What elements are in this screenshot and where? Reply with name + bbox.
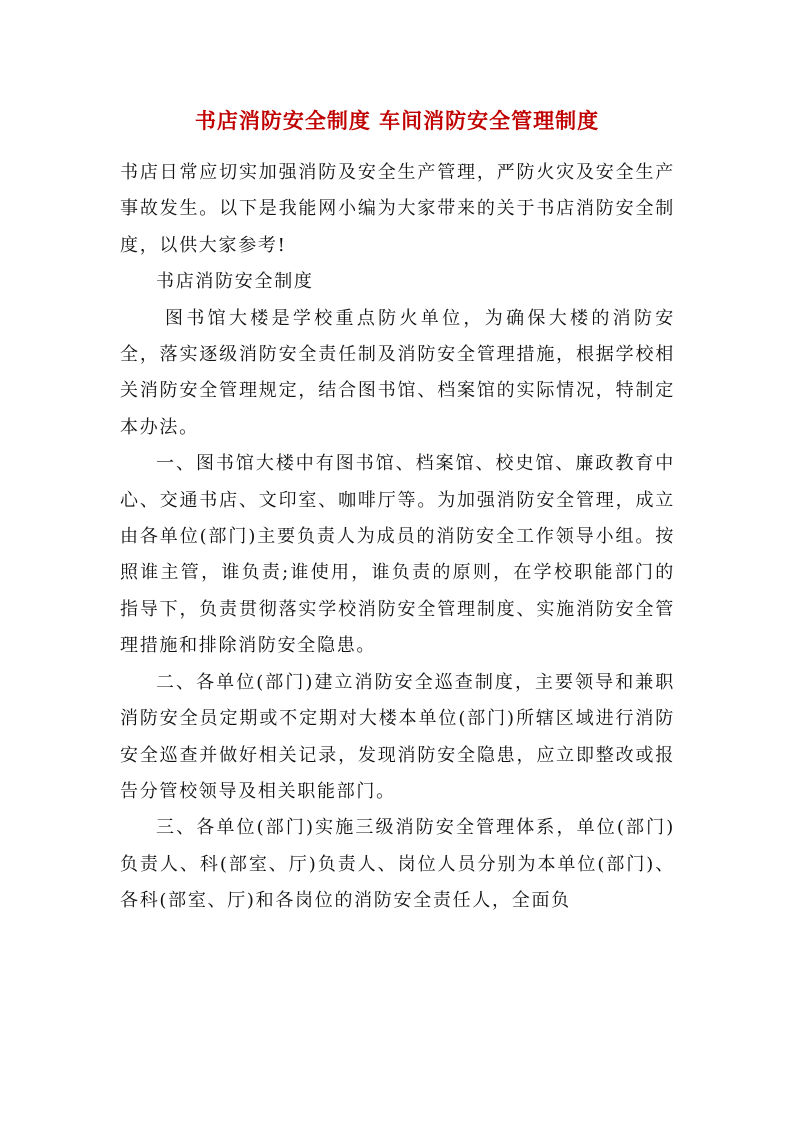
- paragraph-3: 二、各单位(部门)建立消防安全巡查制度，主要领导和兼职消防安全员定期或不定期对大楼本单位(部门)所辖区域进行消防安全巡查并做好相关记录，发现消防安全隐患，应立即整改或报告分管校领导及相关职能部门。: [120, 671, 675, 802]
- paragraph-1: 图书馆大楼是学校重点防火单位，为确保大楼的消防安全，落实逐级消防安全责任制及消防安全管理措施，根据学校相关消防安全管理规定，结合图书馆、档案馆的实际情况，特制定本办法。: [120, 307, 675, 438]
- document-title: 书店消防安全制度 车间消防安全管理制度: [194, 108, 600, 133]
- document-body: [120, 155, 675, 920]
- paragraph-2: 一、图书馆大楼中有图书馆、档案馆、校史馆、廉政教育中心、交通书店、文印室、咖啡厅等。为加强消防安全管理，成立由各单位(部门)主要负责人为成员的消防安全工作领导小组。按照谁主管，谁负责;谁使用，谁负责的原则，在学校职能部门的指导下，负责贯彻落实学校消防安全管理制度、实施消防安全管理措施和排除消防安全隐患。: [120, 453, 675, 657]
- section-subtitle: 书店消防安全制度: [156, 271, 314, 293]
- intro-paragraph: 书店日常应切实加强消防及安全生产管理，严防火灾及安全生产事故发生。以下是我能网小编为大家带来的关于书店消防安全制度，以供大家参考!: [120, 162, 675, 256]
- paragraph-4: 三、各单位(部门)实施三级消防安全管理体系，单位(部门)负责人、科(部室、厅)负责人、岗位人员分别为本单位(部门)、各科(部室、厅)和各岗位的消防安全责任人，全面负: [120, 817, 675, 912]
